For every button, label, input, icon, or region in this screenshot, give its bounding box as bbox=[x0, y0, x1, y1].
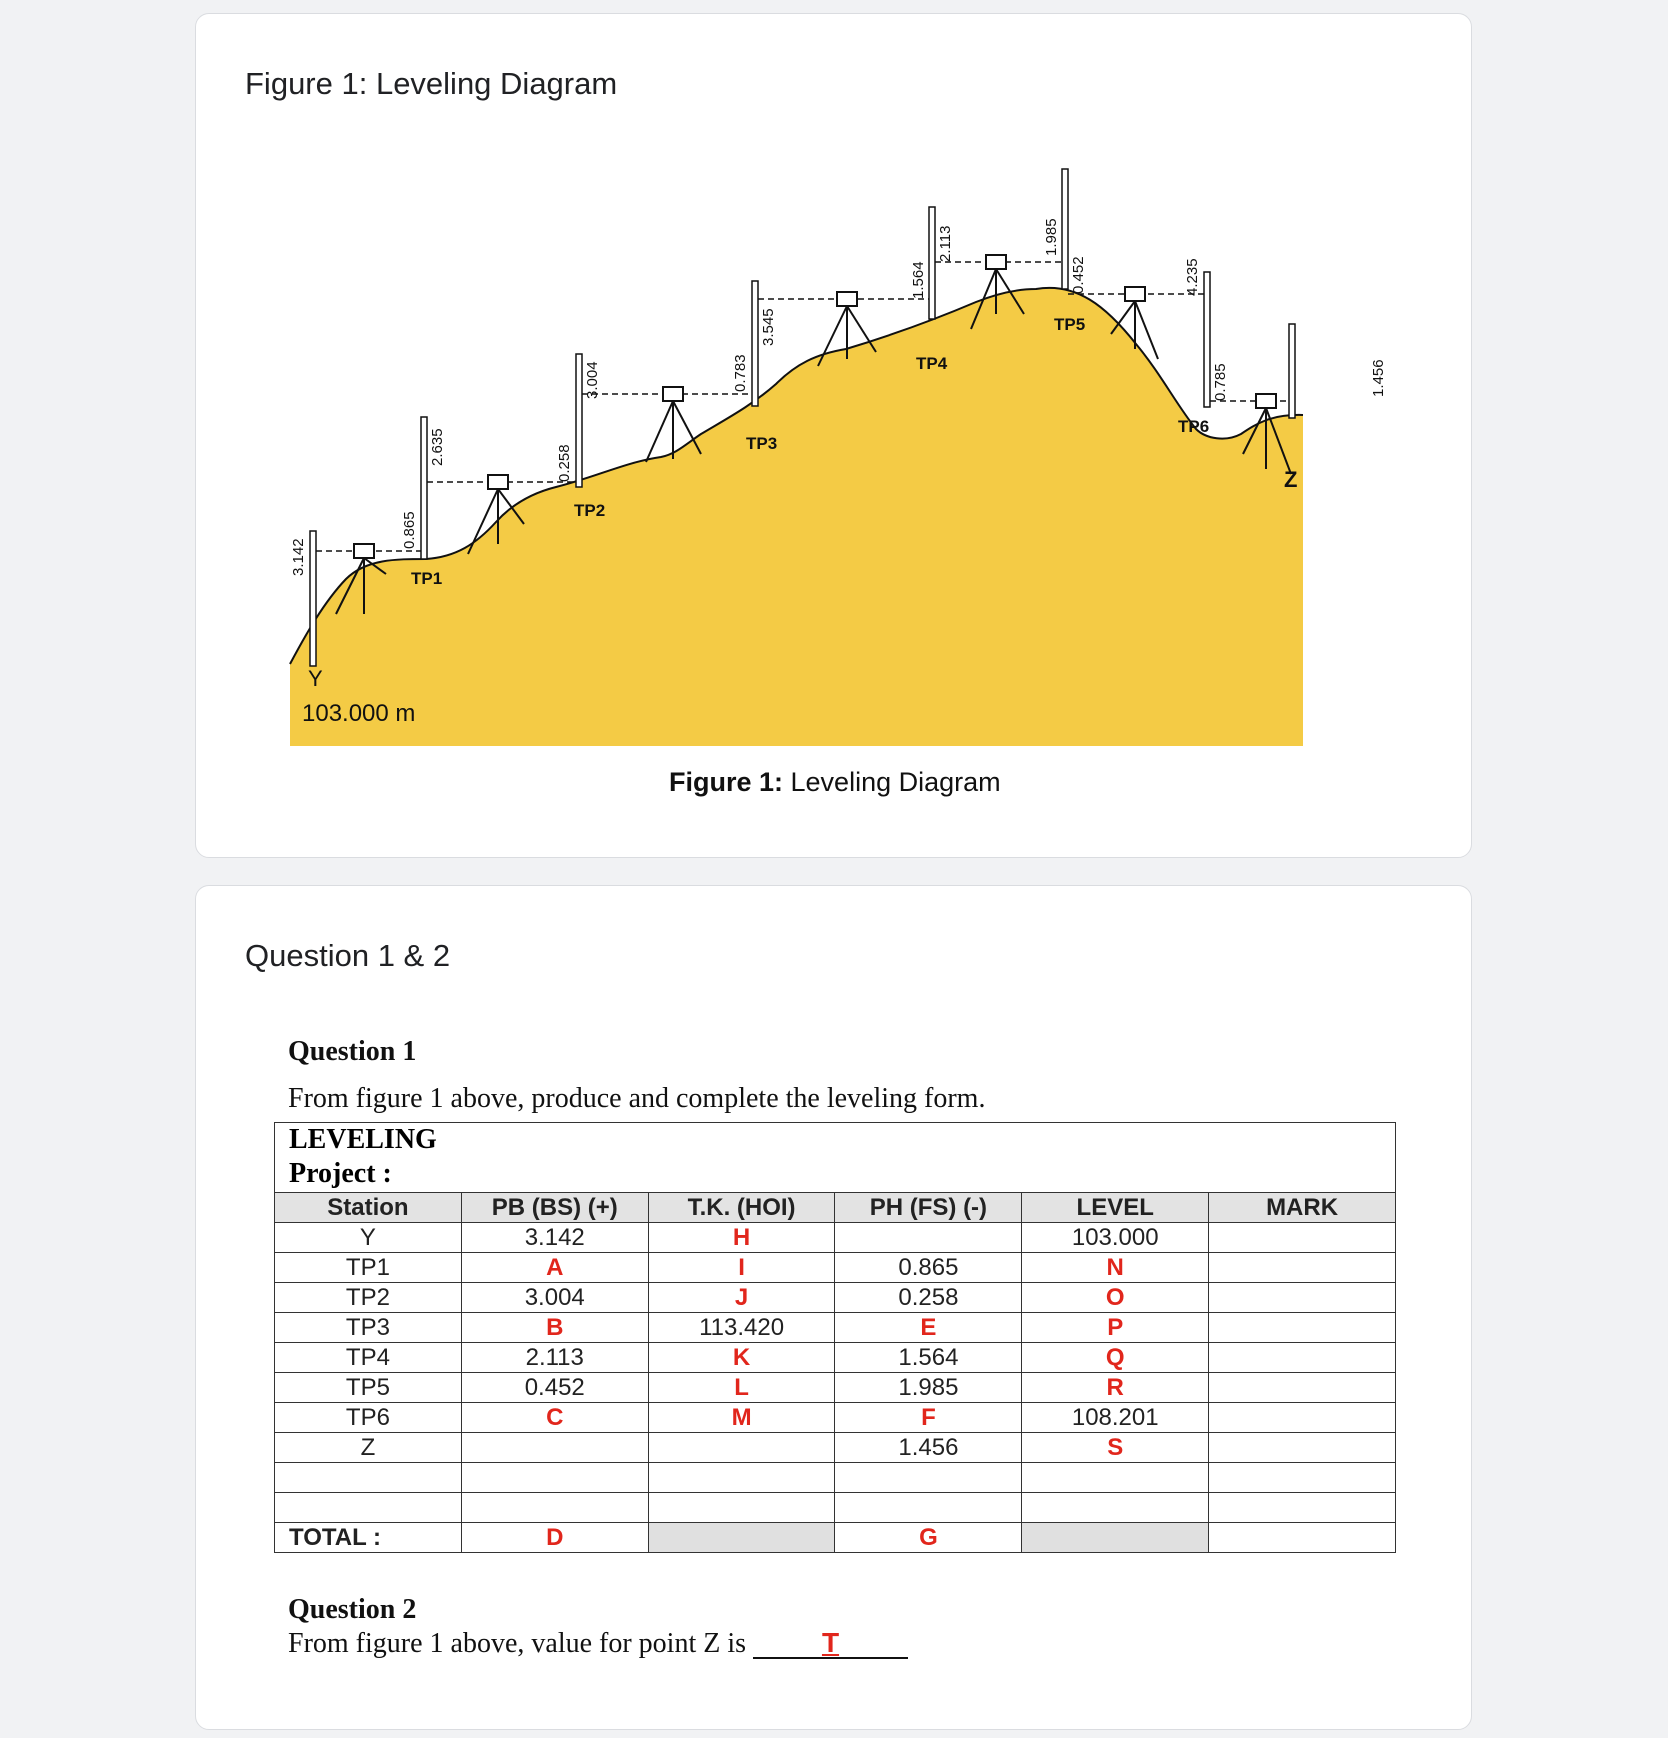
question-1-text: From figure 1 above, produce and complete the leveling form. bbox=[288, 1083, 986, 1114]
figure-card bbox=[195, 13, 1472, 858]
col-station: Station bbox=[275, 1193, 462, 1223]
col-fs: PH (FS) (-) bbox=[835, 1193, 1022, 1223]
label-tp5: TP5 bbox=[1054, 315, 1086, 334]
ground-profile bbox=[290, 288, 1303, 746]
table-row: TP3 B 113.420 E P bbox=[275, 1313, 1396, 1343]
staff-tp2 bbox=[576, 354, 582, 487]
table-row: TP1 A I 0.865 N bbox=[275, 1253, 1396, 1283]
col-hoi: T.K. (HOI) bbox=[648, 1193, 835, 1223]
reading-3545: 3.545 bbox=[760, 308, 777, 346]
staff-tp6 bbox=[1204, 272, 1210, 407]
question-card-title: Question 1 & 2 bbox=[245, 938, 451, 973]
table-header-row bbox=[275, 1193, 1396, 1223]
table-row: TP6 C M F 108.201 bbox=[275, 1403, 1396, 1433]
figure-card-title: Figure 1: Leveling Diagram bbox=[245, 66, 618, 101]
start-level-label: 103.000 m bbox=[302, 700, 416, 727]
reading-2635: 2.635 bbox=[429, 428, 446, 466]
total-label: TOTAL : bbox=[275, 1523, 462, 1553]
answer-t: T bbox=[821, 1627, 840, 1658]
reading-3004: 3.004 bbox=[584, 361, 601, 399]
label-tp3: TP3 bbox=[746, 434, 778, 453]
table-row: Y 3.142 H 103.000 bbox=[275, 1223, 1396, 1253]
question-2-text bbox=[288, 1628, 908, 1660]
staff-z bbox=[1289, 324, 1295, 418]
reading-0785: 0.785 bbox=[1212, 363, 1229, 401]
total-bs: D bbox=[461, 1523, 648, 1553]
project-label: Project : bbox=[289, 1158, 392, 1189]
answer-blank[interactable] bbox=[753, 1627, 908, 1659]
reading-1985: 1.985 bbox=[1043, 218, 1060, 256]
staff-tp4 bbox=[929, 207, 935, 319]
table-row: TP5 0.452 L 1.985 R bbox=[275, 1373, 1396, 1403]
total-fs: G bbox=[835, 1523, 1022, 1553]
label-tp1: TP1 bbox=[411, 569, 443, 588]
figure-caption: Figure 1: Leveling Diagram bbox=[669, 767, 1001, 797]
question-1-heading: Question 1 bbox=[288, 1036, 417, 1067]
form-header bbox=[274, 1122, 1396, 1193]
col-mark: MARK bbox=[1209, 1193, 1396, 1223]
staff-tp1 bbox=[421, 417, 427, 559]
label-tp4: TP4 bbox=[916, 354, 948, 373]
question-2-prompt: From figure 1 above, value for point Z is bbox=[288, 1628, 754, 1659]
table-row: TP4 2.113 K 1.564 Q bbox=[275, 1343, 1396, 1373]
label-z: Z bbox=[1284, 467, 1298, 492]
table-row: Z 1.456 S bbox=[275, 1433, 1396, 1463]
leveling-diagram bbox=[196, 14, 1473, 859]
question-2 bbox=[288, 1594, 908, 1660]
table-row bbox=[275, 1463, 1396, 1493]
reading-1456: 1.456 bbox=[1370, 359, 1387, 397]
label-tp6: TP6 bbox=[1178, 417, 1210, 436]
reading-0258: 0.258 bbox=[556, 444, 573, 482]
question-1 bbox=[288, 1036, 985, 1115]
reading-4235: 4.235 bbox=[1184, 258, 1201, 296]
staff-y bbox=[310, 531, 316, 666]
label-tp2: TP2 bbox=[574, 501, 606, 520]
total-row bbox=[275, 1523, 1396, 1553]
reading-0783: 0.783 bbox=[732, 354, 749, 392]
col-level: LEVEL bbox=[1022, 1193, 1209, 1223]
table-row bbox=[275, 1493, 1396, 1523]
staff-tp3 bbox=[752, 281, 758, 406]
form-title: LEVELING bbox=[289, 1124, 437, 1155]
col-bs: PB (BS) (+) bbox=[461, 1193, 648, 1223]
reading-0452: 0.452 bbox=[1070, 256, 1087, 294]
reading-2113: 2.113 bbox=[937, 225, 954, 262]
question-2-heading: Question 2 bbox=[288, 1594, 417, 1625]
label-y: Y bbox=[308, 666, 323, 691]
reading-0865: 0.865 bbox=[401, 511, 418, 549]
question-card bbox=[195, 885, 1472, 1730]
leveling-table bbox=[274, 1192, 1396, 1553]
table-row: TP2 3.004 J 0.258 O bbox=[275, 1283, 1396, 1313]
staff-tp5 bbox=[1062, 169, 1068, 289]
reading-3142: 3.142 bbox=[290, 538, 307, 576]
reading-1564: 1.564 bbox=[910, 261, 927, 299]
